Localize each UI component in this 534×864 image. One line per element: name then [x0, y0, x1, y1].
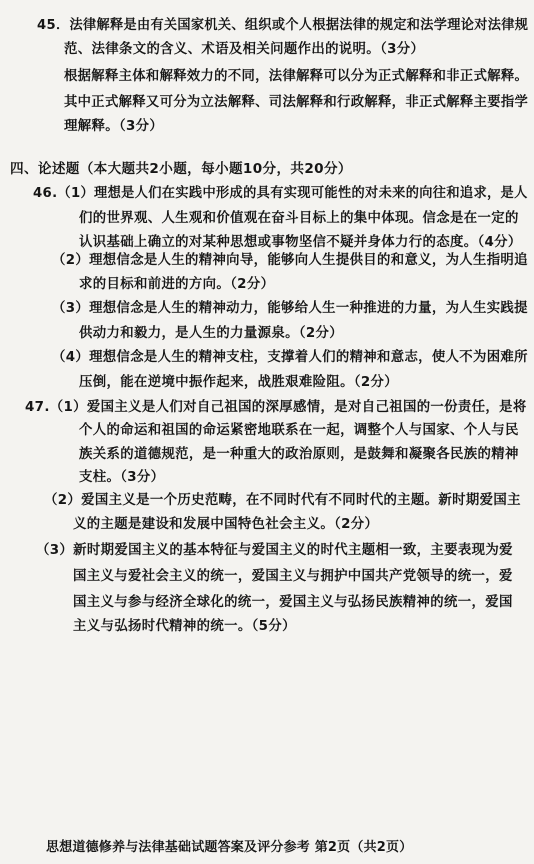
- q47-p2-line-1: （2）爱国主义是一个历史范畴，在不同时代有不同时代的主题。新时期爱国主: [44, 493, 521, 508]
- q47-p3-line-4: 主义与弘扬时代精神的统一。（5分）: [73, 619, 296, 634]
- q45-line-2: 范、法律条文的含义、术语及相关问题作出的说明。（3分）: [64, 42, 425, 57]
- q46-p3-line-1: （3）理想信念是人生的精神动力，能够给人生一种推进的力量，为人生实践提: [52, 301, 528, 316]
- q46-p2-line-2: 求的目标和前进的方向。（2分）: [79, 277, 275, 292]
- q46-p2-line-1: （2）理想信念是人生的精神向导，能够向人生提供目的和意义，为人生指明追: [52, 253, 528, 268]
- q47-p3-line-3: 国主义与参与经济全球化的统一，爱国主义与弘扬民族精神的统一，爱国: [73, 595, 513, 610]
- section-heading: 四、论述题（本大题共2小题，每小题10分，共20分）: [10, 161, 352, 177]
- page-footer: 思想道德修养与法律基础试题答案及评分参考 第2页（共2页）: [46, 840, 413, 855]
- q46-p1-line-2: 们的世界观、人生观和价值观在奋斗目标上的集中体现。信念是在一定的: [79, 211, 519, 226]
- q46-p4-line-2: 压倒，能在逆境中振作起来，战胜艰难险阻。（2分）: [79, 375, 398, 390]
- q47-p3-line-2: 国主义与爱社会主义的统一，爱国主义与拥护中国共产党领导的统一，爱: [73, 569, 513, 584]
- q47-p1-line-4: 支柱。（3分）: [79, 470, 165, 485]
- q47-p2-line-2: 义的主题是建设和发展中国特色社会主义。（2分）: [73, 517, 379, 532]
- q47-p3-line-1: （3）新时期爱国主义的基本特征与爱国主义的时代主题相一致，主要表现为爱: [36, 543, 513, 558]
- q46-p1-line-3: 认识基础上确立的对某种思想或事物坚信不疑并身体力行的态度。（4分）: [79, 235, 522, 250]
- q45-line-4: 其中正式解释又可分为立法解释、司法解释和行政解释，非正式解释主要指学: [64, 95, 529, 110]
- q46-p1-line-1: 46.（1）理想是人们在实践中形成的具有实现可能性的对未来的向往和追求，是人: [33, 186, 528, 201]
- q45-line-3: 根据解释主体和解释效力的不同，法律解释可以分为正式解释和非正式解释。: [64, 69, 529, 84]
- q45-line-1: 45．法律解释是由有关国家机关、组织或个人根据法律的规定和法学理论对法律规: [37, 18, 529, 33]
- q46-p3-line-2: 供动力和毅力，是人生的力量源泉。（2分）: [79, 326, 344, 341]
- q47-p1-line-2: 个人的命运和祖国的命运紧密地联系在一起，调整个人与国家、个人与民: [79, 423, 519, 438]
- q47-p1-line-3: 族关系的道德规范，是一种重大的政治原则，是鼓舞和凝聚各民族的精神: [79, 447, 519, 462]
- q47-p1-line-1: 47.（1）爱国主义是人们对自己祖国的深厚感情，是对自己祖国的一份责任，是将: [25, 400, 527, 415]
- q45-line-5: 理解释。（3分）: [64, 119, 164, 134]
- q46-p4-line-1: （4）理想信念是人生的精神支柱，支撑着人们的精神和意志，使人不为困难所: [52, 350, 528, 365]
